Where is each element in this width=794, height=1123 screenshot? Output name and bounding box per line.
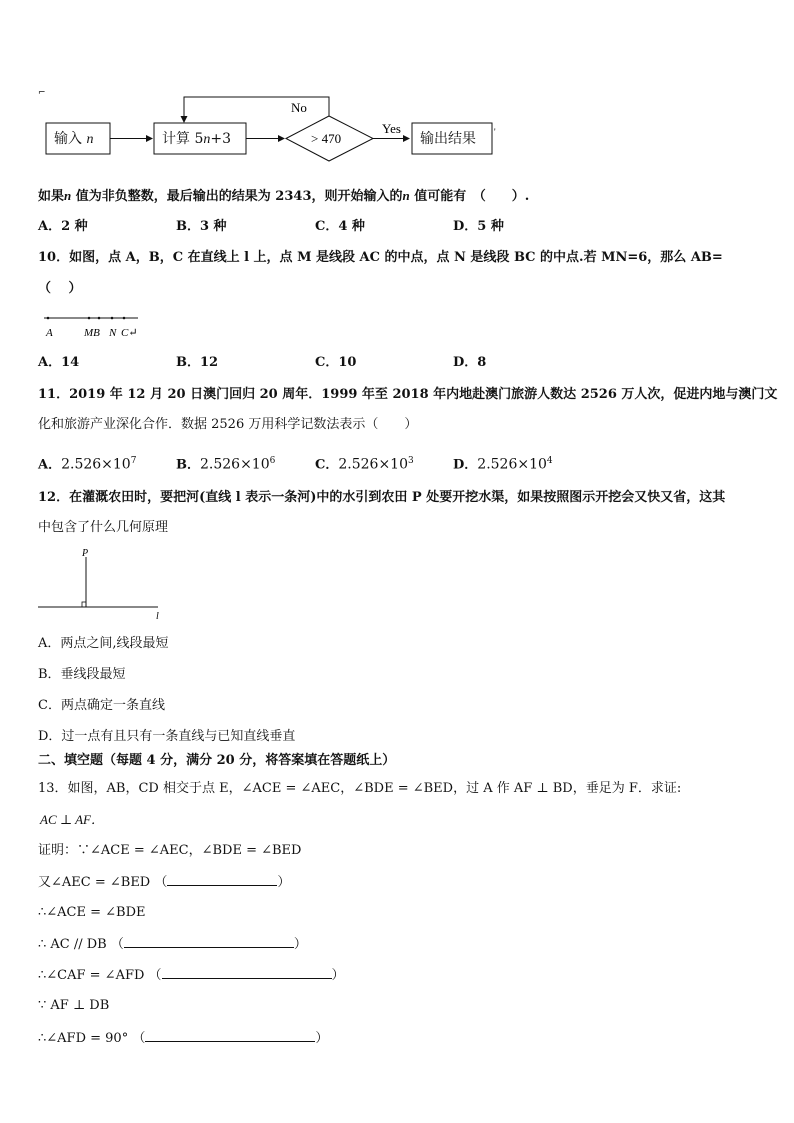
q9-option-b[interactable]: B．3 种 bbox=[176, 219, 227, 234]
q9-stem-var: n bbox=[64, 188, 72, 203]
q13-proof-line-6: ∵ AF ⊥ DB bbox=[38, 998, 110, 1013]
q9-stem-a: 如果 bbox=[38, 189, 65, 204]
q10-point-c bbox=[123, 317, 126, 320]
q13-proof-line-5 bbox=[38, 966, 345, 985]
q13-proof-line-3: ∴∠ACE = ∠BDE bbox=[38, 905, 146, 920]
corner-mark: ⌐ bbox=[38, 88, 46, 98]
q9-stem-var2: n bbox=[402, 188, 410, 203]
q12-stem-line1: 12．在灌溉农田时，要把河(直线 l 表示一条河)中的水引到农田 P 处要开挖水渠，如果按照图示开挖会又快又省，这其 bbox=[38, 490, 726, 505]
q10-option-a[interactable]: A．14 bbox=[38, 355, 80, 370]
q13-blank-4[interactable] bbox=[145, 1029, 315, 1042]
q9-stem-b: 值为非负整数，最后输出的结果为 2343，则开始输入的 bbox=[71, 189, 403, 204]
q9-option-a[interactable]: A．2 种 bbox=[38, 219, 88, 234]
q12-label-p: P bbox=[82, 548, 89, 559]
q10-label-mb: MB bbox=[84, 327, 100, 339]
flow-output-text: 输出结果 bbox=[420, 131, 476, 147]
q11-option-c-letter: C． bbox=[315, 457, 339, 473]
q11-option-d-exp: 4 bbox=[546, 456, 553, 466]
q11-option-b-letter: B． bbox=[176, 457, 200, 473]
q10-stem-line2: （ ） bbox=[38, 281, 82, 296]
q11-stem-line1: 11．2019 年 12 月 20 日澳门回归 20 周年．1999 年至 2018 年内地赴澳门旅游人数达 2526 万人次，促进内地与澳门文 bbox=[38, 387, 778, 402]
q10-label-a: A bbox=[46, 327, 53, 339]
q10-point-m bbox=[88, 317, 91, 320]
q12-right-angle-mark bbox=[82, 602, 86, 607]
q10-point-a bbox=[47, 317, 50, 320]
flow-arrowhead-2 bbox=[278, 135, 285, 142]
q11-option-a[interactable] bbox=[38, 452, 136, 474]
q11-option-b-base: 2.526×10 bbox=[200, 456, 270, 473]
q13-proof-line-5-text: ∴∠CAF = ∠AFD （ bbox=[38, 968, 162, 983]
q12-option-b[interactable]: B．垂线段最短 bbox=[38, 667, 126, 682]
q12-label-l: l bbox=[156, 611, 159, 622]
q13-stem-line2: AC ⊥ AF． bbox=[40, 812, 104, 827]
q13-proof-line-7 bbox=[38, 1029, 328, 1048]
q9-stem bbox=[38, 187, 529, 206]
q11-option-d[interactable] bbox=[453, 452, 553, 474]
flow-condition: > 470 bbox=[311, 131, 342, 146]
flow-loop-line bbox=[184, 97, 329, 121]
q13-close-paren-4: ） bbox=[315, 1031, 329, 1046]
flow-calc-label: 计算 5 bbox=[162, 131, 204, 147]
q12-option-d[interactable]: D．过一点有且只有一条直线与已知直线垂直 bbox=[38, 729, 296, 744]
q11-option-a-exp: 7 bbox=[130, 456, 137, 466]
q13-blank-3[interactable] bbox=[162, 966, 332, 979]
q11-option-c[interactable] bbox=[315, 452, 414, 474]
flow-yes-label: Yes bbox=[382, 121, 401, 136]
q12-option-c[interactable]: C．两点确定一条直线 bbox=[38, 698, 165, 713]
q10-option-c[interactable]: C．10 bbox=[315, 355, 357, 370]
q10-point-b bbox=[98, 317, 101, 320]
q11-option-b[interactable] bbox=[176, 452, 275, 474]
q13-proof-line-1: 证明：∵∠ACE = ∠AEC，∠BDE = ∠BED bbox=[38, 843, 302, 858]
q11-option-d-letter: D． bbox=[453, 457, 478, 473]
q13-close-paren-1: ） bbox=[277, 875, 291, 890]
q12-option-a[interactable]: A．两点之间,线段最短 bbox=[38, 636, 169, 651]
q11-option-a-letter: A． bbox=[38, 457, 62, 473]
flow-input-label: 输入 bbox=[54, 131, 87, 147]
q13-proof-line-7-text: ∴∠AFD = 90° （ bbox=[38, 1031, 146, 1046]
section2-title: 二、填空题（每题 4 分，满分 20 分，将答案填在答题纸上） bbox=[38, 753, 396, 768]
q13-blank-2[interactable] bbox=[124, 935, 294, 948]
q13-blank-1[interactable] bbox=[167, 873, 277, 886]
flow-input-text bbox=[54, 130, 93, 149]
flow-arrowhead-loop bbox=[181, 116, 188, 123]
flow-calc-tail: +3 bbox=[210, 131, 231, 147]
q11-option-b-exp: 6 bbox=[269, 456, 276, 466]
q11-option-c-base: 2.526×10 bbox=[338, 456, 408, 473]
q12-stem-line2: 中包含了什么几何原理 bbox=[38, 520, 169, 535]
q10-figure bbox=[0, 305, 794, 345]
q11-stem-line2: 化和旅游产业深化合作．数据 2526 万用科学记数法表示（ ） bbox=[38, 417, 418, 432]
q13-proof-line-2-text: 又∠AEC = ∠BED （ bbox=[38, 875, 168, 890]
q10-option-b[interactable]: B．12 bbox=[176, 355, 219, 370]
flow-no-label: No bbox=[291, 100, 307, 115]
q13-proof-line-2 bbox=[38, 873, 290, 892]
q13-proof-line-4-text: ∴ AC // DB （ bbox=[38, 937, 124, 952]
q10-point-n bbox=[111, 317, 114, 320]
flow-calc-var: n bbox=[203, 132, 211, 147]
q10-label-n: N bbox=[109, 327, 117, 339]
q11-option-d-base: 2.526×10 bbox=[477, 456, 547, 473]
q9-stem-c: 值可能有 （ ）. bbox=[409, 189, 530, 204]
flow-arrowhead-yes bbox=[403, 135, 410, 142]
q13-proof-line-4 bbox=[38, 935, 307, 954]
q10-label-c: C↵ bbox=[121, 327, 138, 339]
q13-close-paren-2: ） bbox=[293, 937, 307, 952]
q11-option-a-base: 2.526×10 bbox=[61, 456, 131, 473]
q12-figure bbox=[0, 545, 794, 625]
q13-close-paren-3: ） bbox=[331, 968, 345, 983]
q10-stem-line1: 10．如图，点 A，B，C 在直线上 l 上，点 M 是线段 AC 的中点，点 N 是线段 BC 的中点.若 MN=6，那么 AB= bbox=[38, 250, 723, 265]
q10-option-d[interactable]: D．8 bbox=[453, 355, 487, 370]
flow-calc-text bbox=[162, 130, 231, 149]
q13-stem-line1: 13．如图，AB，CD 相交于点 E，∠ACE = ∠AEC，∠BDE = ∠BED，过 A 作 AF ⊥ BD，垂足为 F．求证: bbox=[38, 781, 682, 796]
q9-option-c[interactable]: C．4 种 bbox=[315, 219, 365, 234]
flow-input-var: n bbox=[86, 132, 94, 147]
flow-arrowhead-1 bbox=[146, 135, 153, 142]
flow-tick: ' bbox=[494, 127, 496, 137]
q11-option-c-exp: 3 bbox=[407, 456, 414, 466]
q9-option-d[interactable]: D．5 种 bbox=[453, 219, 504, 234]
flowchart bbox=[0, 0, 794, 170]
